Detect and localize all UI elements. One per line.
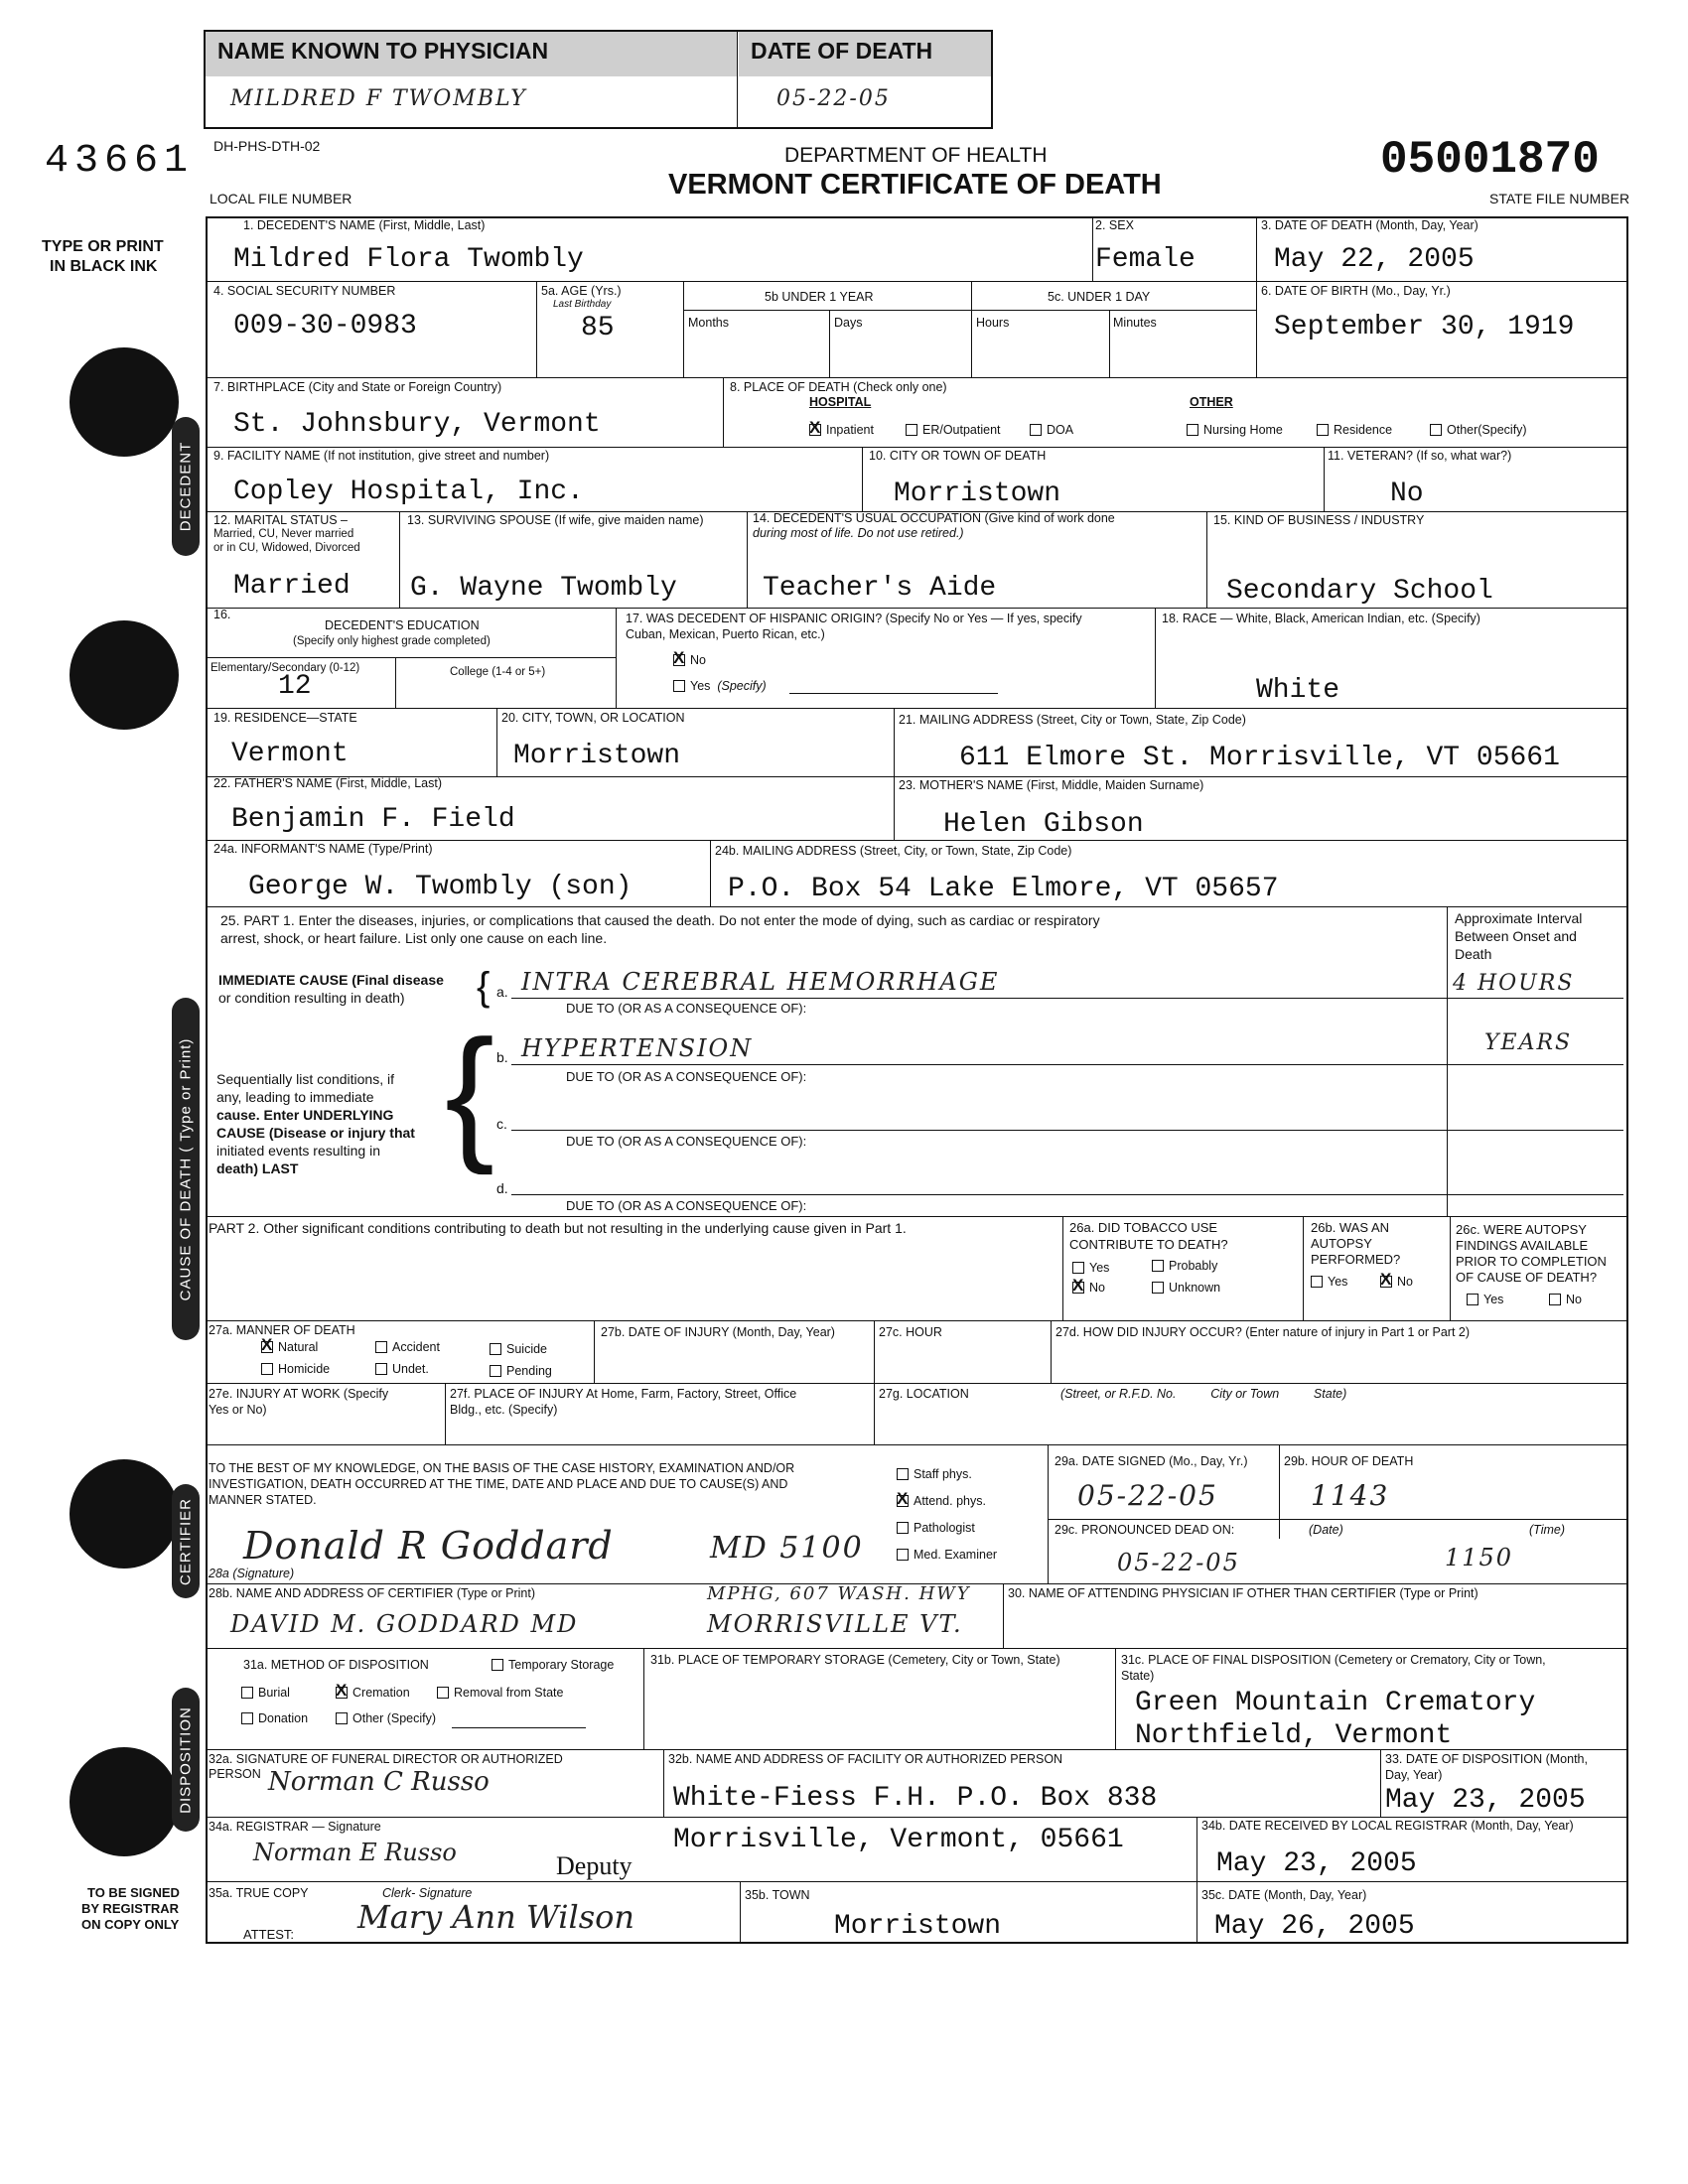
manner-accident-checkbox[interactable]: Accident (375, 1340, 440, 1354)
rule (206, 840, 1628, 841)
father-value: Benjamin F. Field (231, 804, 515, 835)
other-place-checkbox[interactable]: Other(Specify) (1430, 423, 1527, 437)
date-footer-label: 35c. DATE (Month, Day, Year) (1201, 1888, 1367, 1902)
local-file-label: LOCAL FILE NUMBER (210, 191, 352, 206)
attend-phys-checkbox[interactable]: XAttend. phys. (897, 1494, 986, 1508)
due-to-a: DUE TO (OR AS A CONSEQUENCE OF): (566, 1001, 807, 1016)
tobacco-no-checkbox[interactable]: XNo (1072, 1281, 1105, 1295)
tobacco-label-2: CONTRIBUTE TO DEATH? (1069, 1237, 1228, 1252)
rule (206, 1383, 1628, 1384)
name-addr-hand-2: MORRISVILLE VT. (707, 1610, 963, 1638)
rule (206, 608, 1628, 609)
findings-no-checkbox[interactable]: No (1549, 1293, 1582, 1306)
seq-5: initiated events resulting in (216, 1143, 380, 1159)
temp-storage-checkbox[interactable]: Temporary Storage (492, 1658, 614, 1672)
received-value: May 23, 2005 (1216, 1848, 1417, 1879)
rule (747, 511, 748, 608)
hispanic-yes-checkbox[interactable]: Yes (Specify) (673, 679, 767, 693)
town-label: 35b. TOWN (745, 1888, 810, 1902)
location-sub: (Street, or R.F.D. No. City or Town State) (1060, 1387, 1347, 1401)
punch-hole (70, 620, 179, 730)
how-label: 27d. HOW DID INJURY OCCUR? (Enter nature of injury in Part 1 or Part 2) (1055, 1325, 1471, 1339)
place-injury-label: 27f. PLACE OF INJURY At Home, Farm, Factory, Street, Office (450, 1387, 797, 1401)
mailing-value: 611 Elmore St. Morrisville, VT 05661 (959, 743, 1560, 773)
rule (206, 447, 1628, 448)
informant-addr-value: P.O. Box 54 Lake Elmore, VT 05657 (728, 874, 1279, 904)
hour-death-hand: 1143 (1311, 1479, 1390, 1512)
date-of-death-label: DATE OF DEATH (739, 32, 991, 76)
elem-value: 12 (278, 671, 312, 702)
residence-checkbox[interactable]: Residence (1317, 423, 1392, 437)
final-place-label: 31c. PLACE OF FINAL DISPOSITION (Cemetery or Crematory, City or Town, (1121, 1653, 1546, 1667)
informant-label: 24a. INFORMANT'S NAME (Type/Print) (213, 842, 433, 856)
rule (874, 1320, 875, 1383)
temp-place-label: 31b. PLACE OF TEMPORARY STORAGE (Cemetery, City or Town, State) (650, 1653, 1060, 1667)
occupation-label: 14. DECEDENT'S USUAL OCCUPATION (Give kind of work done (753, 511, 1115, 525)
seq-4: CAUSE (Disease or injury that (216, 1125, 415, 1141)
rule (1109, 310, 1110, 377)
name-label: 1. DECEDENT'S NAME (First, Middle, Last) (243, 218, 486, 232)
tobacco-yes-checkbox[interactable]: Yes (1072, 1261, 1109, 1275)
form-id: DH-PHS-DTH-02 (213, 138, 321, 154)
autopsy-no-checkbox[interactable]: X No (1380, 1275, 1413, 1289)
marital-label-3: or in CU, Widowed, Divorced (213, 542, 360, 554)
disp-date-value: May 23, 2005 (1385, 1785, 1586, 1816)
rule (206, 708, 1628, 709)
age-sub: Last Birthday (553, 299, 612, 310)
dod-label: 3. DATE OF DEATH (Month, Day, Year) (1261, 218, 1478, 232)
certifier-signature: Donald R Goddard (243, 1524, 614, 1568)
marital-label-2: Married, CU, Never married (213, 528, 354, 540)
edu-num: 16. (213, 608, 231, 621)
to-be-signed-3: ON COPY ONLY (81, 1917, 180, 1932)
rule (1048, 1444, 1049, 1583)
rule (206, 377, 1628, 378)
rule (683, 281, 684, 377)
cause-side-label: CAUSE OF DEATH ( Type or Print) (172, 998, 200, 1340)
registrar-signature: Norman E Russo (253, 1839, 457, 1866)
due-to-c: DUE TO (OR AS A CONSEQUENCE OF): (566, 1134, 807, 1149)
rule (683, 310, 1256, 311)
rule (206, 1216, 1628, 1217)
rule (511, 1064, 1623, 1065)
part1-label-2: arrest, shock, or heart failure. List only one cause on each line. (220, 930, 608, 946)
immediate-label-2: or condition resulting in death) (218, 990, 405, 1006)
seq-2: any, leading to immediate (216, 1089, 374, 1105)
rule (874, 1383, 875, 1444)
business-label: 15. KIND OF BUSINESS / INDUSTRY (1213, 513, 1425, 527)
under1yr-label: 5b UNDER 1 YEAR (765, 290, 874, 304)
name-addr-hand: DAVID M. GODDARD MD (230, 1610, 579, 1638)
rule (206, 1881, 1628, 1882)
veteran-value: No (1390, 478, 1424, 509)
certificate-title: VERMONT CERTIFICATE OF DEATH (668, 169, 1162, 201)
rule (206, 1444, 1628, 1445)
final-place-2: Northfield, Vermont (1135, 1720, 1453, 1751)
staff-phys-checkbox[interactable]: Staff phys. (897, 1467, 972, 1481)
race-label: 18. RACE — White, Black, American Indian, etc. (Specify) (1162, 612, 1480, 625)
rule (1447, 906, 1448, 1216)
spouse-label: 13. SURVIVING SPOUSE (If wife, give maiden name) (407, 513, 704, 527)
funeral-signature: Norman C Russo (268, 1767, 490, 1797)
rule (643, 1648, 644, 1749)
edu-sub: (Specify only highest grade completed) (293, 635, 491, 647)
removal-checkbox[interactable]: Removal from State (437, 1686, 563, 1700)
immediate-label: IMMEDIATE CAUSE (Final disease (218, 972, 444, 988)
place-injury-label-2: Bldg., etc. (Specify) (450, 1403, 558, 1417)
manner-pending-checkbox[interactable]: Pending (490, 1364, 552, 1378)
rule (536, 281, 537, 377)
marital-value: Married (233, 571, 351, 602)
sex-value: Female (1095, 244, 1196, 275)
rule (496, 708, 497, 776)
city-value: Morristown (894, 478, 1061, 509)
rule (1155, 608, 1156, 708)
brace-a: { (477, 965, 491, 1009)
rule (1051, 1320, 1052, 1383)
local-number: 43661 (45, 139, 195, 184)
rule (789, 693, 998, 694)
final-place-1: Green Mountain Crematory (1135, 1688, 1536, 1718)
rule (206, 906, 1628, 907)
seq-1: Sequentially list conditions, if (216, 1071, 394, 1087)
under1day-label: 5c. UNDER 1 DAY (1048, 290, 1151, 304)
rule (971, 281, 972, 377)
autopsy-label-3: PERFORMED? (1311, 1252, 1401, 1267)
date-signed-hand: 05-22-05 (1077, 1479, 1218, 1512)
facility-disp-2: Morrisville, Vermont, 05661 (673, 1825, 1124, 1855)
interval-label: Approximate Interval (1455, 910, 1583, 926)
mailing-label: 21. MAILING ADDRESS (Street, City or Town, State, Zip Code) (899, 713, 1246, 727)
inpatient-checkbox[interactable]: XInpatient (809, 423, 874, 437)
donation-checkbox[interactable]: Donation (241, 1711, 308, 1725)
months-label: Months (688, 316, 729, 330)
burial-checkbox[interactable]: Burial (241, 1686, 290, 1700)
tobacco-probably-checkbox[interactable]: Probably (1152, 1259, 1217, 1273)
veteran-label: 11. VETERAN? (If so, what war?) (1328, 449, 1512, 463)
facility-value: Copley Hospital, Inc. (233, 477, 584, 507)
rule (1303, 1216, 1304, 1320)
tobacco-unknown-checkbox[interactable]: Unknown (1152, 1281, 1220, 1295)
occupation-value: Teacher's Aide (763, 573, 997, 604)
line-d: d. (496, 1180, 508, 1196)
rule (1092, 216, 1093, 281)
rule (1062, 1216, 1063, 1320)
age-label: 5a. AGE (Yrs.) (541, 284, 622, 298)
rule (1206, 511, 1207, 608)
funeral-sig-label: 32a. SIGNATURE OF FUNERAL DIRECTOR OR AUTHORIZED (209, 1752, 563, 1766)
rule (206, 1817, 1628, 1818)
clerk-sig-label: Clerk- Signature (382, 1886, 473, 1900)
punch-hole (70, 1747, 179, 1856)
town-value: Morristown (834, 1911, 1002, 1942)
city-label: 10. CITY OR TOWN OF DEATH (869, 449, 1047, 463)
injury-date-label: 27b. DATE OF INJURY (Month, Day, Year) (601, 1325, 835, 1339)
med-examiner-checkbox[interactable]: Med. Examiner (897, 1548, 997, 1562)
pronounced-time-hand: 1150 (1445, 1544, 1514, 1571)
department: DEPARTMENT OF HEALTH (784, 144, 1048, 167)
findings-label: 26c. WERE AUTOPSY (1456, 1222, 1587, 1237)
certifier-stmt-1: TO THE BEST OF MY KNOWLEDGE, ON THE BASIS OF THE CASE HISTORY, EXAMINATION AND/OR (209, 1461, 795, 1475)
certifier-side-label: CERTIFIER (172, 1484, 200, 1598)
findings-yes-checkbox[interactable]: Yes (1467, 1293, 1503, 1306)
at-work-label: 27e. INJURY AT WORK (Specify (209, 1387, 389, 1401)
clerk-signature: Mary Ann Wilson (357, 1898, 634, 1936)
hispanic-label: 17. WAS DECEDENT OF HISPANIC ORIGIN? (Specify No or Yes — If yes, specify (626, 612, 1082, 625)
pronounced-label: 29c. PRONOUNCED DEAD ON: (1055, 1523, 1235, 1537)
interval-a-hand: 4 HOURS (1453, 971, 1575, 996)
race-value: White (1256, 675, 1340, 706)
birthplace-value: St. Johnsbury, Vermont (233, 409, 601, 440)
facility-disp-1: White-Fiess F.H. P.O. Box 838 (673, 1783, 1158, 1814)
rule (594, 1320, 595, 1383)
rule (894, 776, 895, 840)
due-to-b: DUE TO (OR AS A CONSEQUENCE OF): (566, 1069, 807, 1084)
cremation-checkbox[interactable]: X Cremation (336, 1686, 410, 1700)
manner-suicide-checkbox[interactable]: Suicide (490, 1342, 547, 1356)
rule (511, 1130, 1623, 1131)
ssn-value: 009-30-0983 (233, 311, 417, 341)
rule (1279, 1444, 1280, 1539)
rule (206, 281, 1628, 282)
rule (206, 1320, 1628, 1321)
other-label: OTHER (1190, 395, 1233, 409)
dob-label: 6. DATE OF BIRTH (Mo., Day, Yr.) (1261, 284, 1451, 298)
rule (206, 1648, 1628, 1649)
decedent-side-label: DECEDENT (172, 417, 200, 556)
part2-label: PART 2. Other significant conditions contributing to death but not resulting in the underlying cause given in Part 1. (209, 1220, 907, 1236)
findings-label-3: PRIOR TO COMPLETION (1456, 1254, 1607, 1269)
pronounced-date-hand: 05-22-05 (1117, 1549, 1240, 1576)
rule (1003, 1583, 1004, 1648)
rule (723, 377, 724, 447)
part1-label: 25. PART 1. Enter the diseases, injuries, or complications that caused the death. Do not enter the mode of dying, such as cardiac or respiratory (220, 912, 1100, 928)
age-value: 85 (581, 313, 615, 343)
disp-date-label: 33. DATE OF DISPOSITION (Month, (1385, 1752, 1588, 1766)
certifier-stmt-3: MANNER STATED. (209, 1493, 317, 1507)
rule (445, 1383, 446, 1444)
due-to-d: DUE TO (OR AS A CONSEQUENCE OF): (566, 1198, 807, 1213)
punch-hole (70, 347, 179, 457)
rule (829, 310, 830, 377)
rule (1115, 1648, 1116, 1749)
line-b: b. (496, 1049, 508, 1065)
true-copy-label: 35a. TRUE COPY (209, 1886, 309, 1900)
minutes-label: Minutes (1113, 316, 1157, 330)
tobacco-label: 26a. DID TOBACCO USE (1069, 1220, 1218, 1235)
header-divider (737, 32, 738, 127)
interval-label-3: Death (1455, 946, 1492, 962)
college-label: College (1-4 or 5+) (450, 666, 546, 678)
dob-value: September 30, 1919 (1274, 312, 1575, 342)
informant-value: George W. Twombly (son) (248, 872, 633, 902)
cause-b-hand: HYPERTENSION (521, 1034, 754, 1062)
decedent-name: Mildred Flora Twombly (233, 244, 584, 275)
mother-label: 23. MOTHER'S NAME (First, Middle, Maiden Surname) (899, 778, 1204, 792)
sex-label: 2. SEX (1095, 218, 1134, 232)
findings-label-4: OF CAUSE OF DEATH? (1456, 1270, 1598, 1285)
hours-label: Hours (976, 316, 1010, 330)
marital-label: 12. MARITAL STATUS – (213, 513, 348, 527)
hispanic-label-2: Cuban, Mexican, Puerto Rican, etc.) (626, 627, 825, 641)
cause-a-hand: INTRA CEREBRAL HEMORRHAGE (521, 968, 1000, 996)
name-known-label: NAME KNOWN TO PHYSICIAN (206, 32, 737, 76)
er-checkbox[interactable]: ER/Outpatient (906, 423, 1001, 437)
attending-label: 30. NAME OF ATTENDING PHYSICIAN IF OTHER THAN CERTIFIER (Type or Print) (1008, 1586, 1478, 1600)
date-signed-label: 29a. DATE SIGNED (Mo., Day, Yr.) (1055, 1454, 1248, 1468)
rule (395, 657, 396, 708)
manner-homicide-checkbox[interactable]: Homicide (261, 1362, 330, 1376)
rule (1048, 1519, 1628, 1520)
to-be-signed-2: BY REGISTRAR (81, 1901, 179, 1916)
rule (663, 1749, 664, 1817)
rule (452, 1727, 586, 1728)
rule (1196, 1881, 1197, 1944)
certifier-stmt-2: INVESTIGATION, DEATH OCCURRED AT THE TIME, DATE AND PLACE AND DUE TO CAUSE(S) AND (209, 1477, 788, 1491)
informant-addr-label: 24b. MAILING ADDRESS (Street, City, or Town, State, Zip Code) (715, 844, 1072, 858)
residence-state-value: Vermont (231, 739, 349, 769)
final-place-label-2: State) (1121, 1669, 1155, 1683)
hour-death-label: 29b. HOUR OF DEATH (1284, 1454, 1414, 1468)
deputy-label: Deputy (556, 1851, 633, 1880)
rule (511, 998, 1623, 999)
autopsy-label: 26b. WAS AN (1311, 1220, 1389, 1235)
name-known-hand: MILDRED F TWOMBLY (230, 86, 527, 111)
name-addr-hand-3: MPHG, 607 WASH. HWY (707, 1583, 971, 1604)
line-c: c. (496, 1116, 507, 1132)
rule (894, 708, 895, 776)
rule (1324, 447, 1325, 511)
disp-date-label-2: Day, Year) (1385, 1768, 1443, 1782)
registrar-label: 34a. REGISTRAR — Signature (209, 1820, 381, 1834)
date-footer-value: May 26, 2005 (1214, 1911, 1415, 1942)
residence-city-value: Morristown (513, 741, 681, 771)
seq-3: cause. Enter UNDERLYING (216, 1107, 394, 1123)
seq-6: death) LAST (216, 1160, 299, 1176)
father-label: 22. FATHER'S NAME (First, Middle, Last) (213, 776, 442, 790)
state-file-label: STATE FILE NUMBER (1489, 191, 1630, 206)
facility-disp-label: 32b. NAME AND ADDRESS OF FACILITY OR AUTHORIZED PERSON (668, 1752, 1063, 1766)
interval-label-2: Between Onset and (1455, 928, 1577, 944)
hour-label: 27c. HOUR (879, 1325, 942, 1339)
doa-checkbox[interactable]: DOA (1030, 423, 1073, 437)
rule (1450, 1216, 1451, 1320)
received-label: 34b. DATE RECEIVED BY LOCAL REGISTRAR (Month, Day, Year) (1201, 1819, 1574, 1833)
manner-natural-checkbox[interactable]: XNatural (261, 1340, 318, 1354)
location-label: 27g. LOCATION (879, 1387, 969, 1401)
rule (1380, 1749, 1381, 1817)
occupation-label-2: during most of life. Do not use retired.) (753, 526, 964, 540)
state-file-number: 05001870 (1380, 134, 1600, 186)
business-value: Secondary School (1226, 576, 1493, 607)
attest-label: ATTEST: (243, 1927, 295, 1942)
method-label: 31a. METHOD OF DISPOSITION (243, 1658, 429, 1672)
manner-undet-checkbox[interactable]: Undet. (375, 1362, 429, 1376)
other-disposition-checkbox[interactable]: Other (Specify) (336, 1711, 436, 1725)
rule (1196, 1817, 1197, 1881)
certifier-md-number: MD 5100 (710, 1531, 864, 1566)
spouse-value: G. Wayne Twombly (410, 573, 677, 604)
facility-label: 9. FACILITY NAME (If not institution, give street and number) (213, 449, 550, 463)
interval-b-hand: YEARS (1484, 1030, 1573, 1055)
pathologist-checkbox[interactable]: Pathologist (897, 1521, 975, 1535)
edu-label: DECEDENT'S EDUCATION (325, 618, 480, 632)
rule (399, 511, 400, 608)
line-a: a. (496, 984, 508, 1000)
punch-hole (70, 1459, 179, 1569)
disposition-side-label: DISPOSITION (172, 1688, 200, 1832)
funeral-sig-label-2: PERSON (209, 1767, 261, 1781)
elem-label: Elementary/Secondary (0-12) (211, 662, 360, 674)
ssn-label: 4. SOCIAL SECURITY NUMBER (213, 284, 396, 298)
rule (862, 447, 863, 511)
birthplace-label: 7. BIRTHPLACE (City and State or Foreign Country) (213, 380, 502, 394)
residence-state-label: 19. RESIDENCE—STATE (213, 711, 357, 725)
type-or-print: TYPE OR PRINT (42, 238, 164, 255)
manner-label: 27a. MANNER OF DEATH (209, 1323, 355, 1337)
autopsy-label-2: AUTOPSY (1311, 1236, 1372, 1251)
header-box (204, 30, 993, 129)
mother-value: Helen Gibson (943, 809, 1144, 840)
rule (206, 657, 616, 658)
rule (616, 608, 617, 708)
autopsy-yes-checkbox[interactable]: Yes (1311, 1275, 1347, 1289)
rule (1256, 216, 1257, 377)
place-label: 8. PLACE OF DEATH (Check only one) (730, 380, 947, 394)
in-black-ink: IN BLACK INK (50, 258, 158, 275)
brace-bcd: { (445, 1009, 495, 1175)
time-sub: (Time) (1529, 1523, 1565, 1537)
rule (740, 1881, 741, 1944)
residence-city-label: 20. CITY, TOWN, OR LOCATION (501, 711, 685, 725)
hispanic-no-checkbox[interactable]: XNo (673, 653, 706, 667)
findings-label-2: FINDINGS AVAILABLE (1456, 1238, 1589, 1253)
at-work-label-2: Yes or No) (209, 1403, 267, 1417)
rule (710, 840, 711, 906)
to-be-signed-1: TO BE SIGNED (87, 1885, 180, 1900)
signature-label: 28a (Signature) (209, 1567, 295, 1580)
nursing-checkbox[interactable]: Nursing Home (1187, 423, 1283, 437)
date-of-death-hand: 05-22-05 (776, 86, 891, 111)
dod-value: May 22, 2005 (1274, 244, 1475, 275)
name-addr-label: 28b. NAME AND ADDRESS OF CERTIFIER (Type or Print) (209, 1586, 536, 1600)
form-frame (206, 216, 1628, 1944)
rule (511, 1194, 1623, 1195)
hospital-label: HOSPITAL (809, 395, 872, 409)
days-label: Days (834, 316, 863, 330)
date-sub: (Date) (1309, 1523, 1343, 1537)
